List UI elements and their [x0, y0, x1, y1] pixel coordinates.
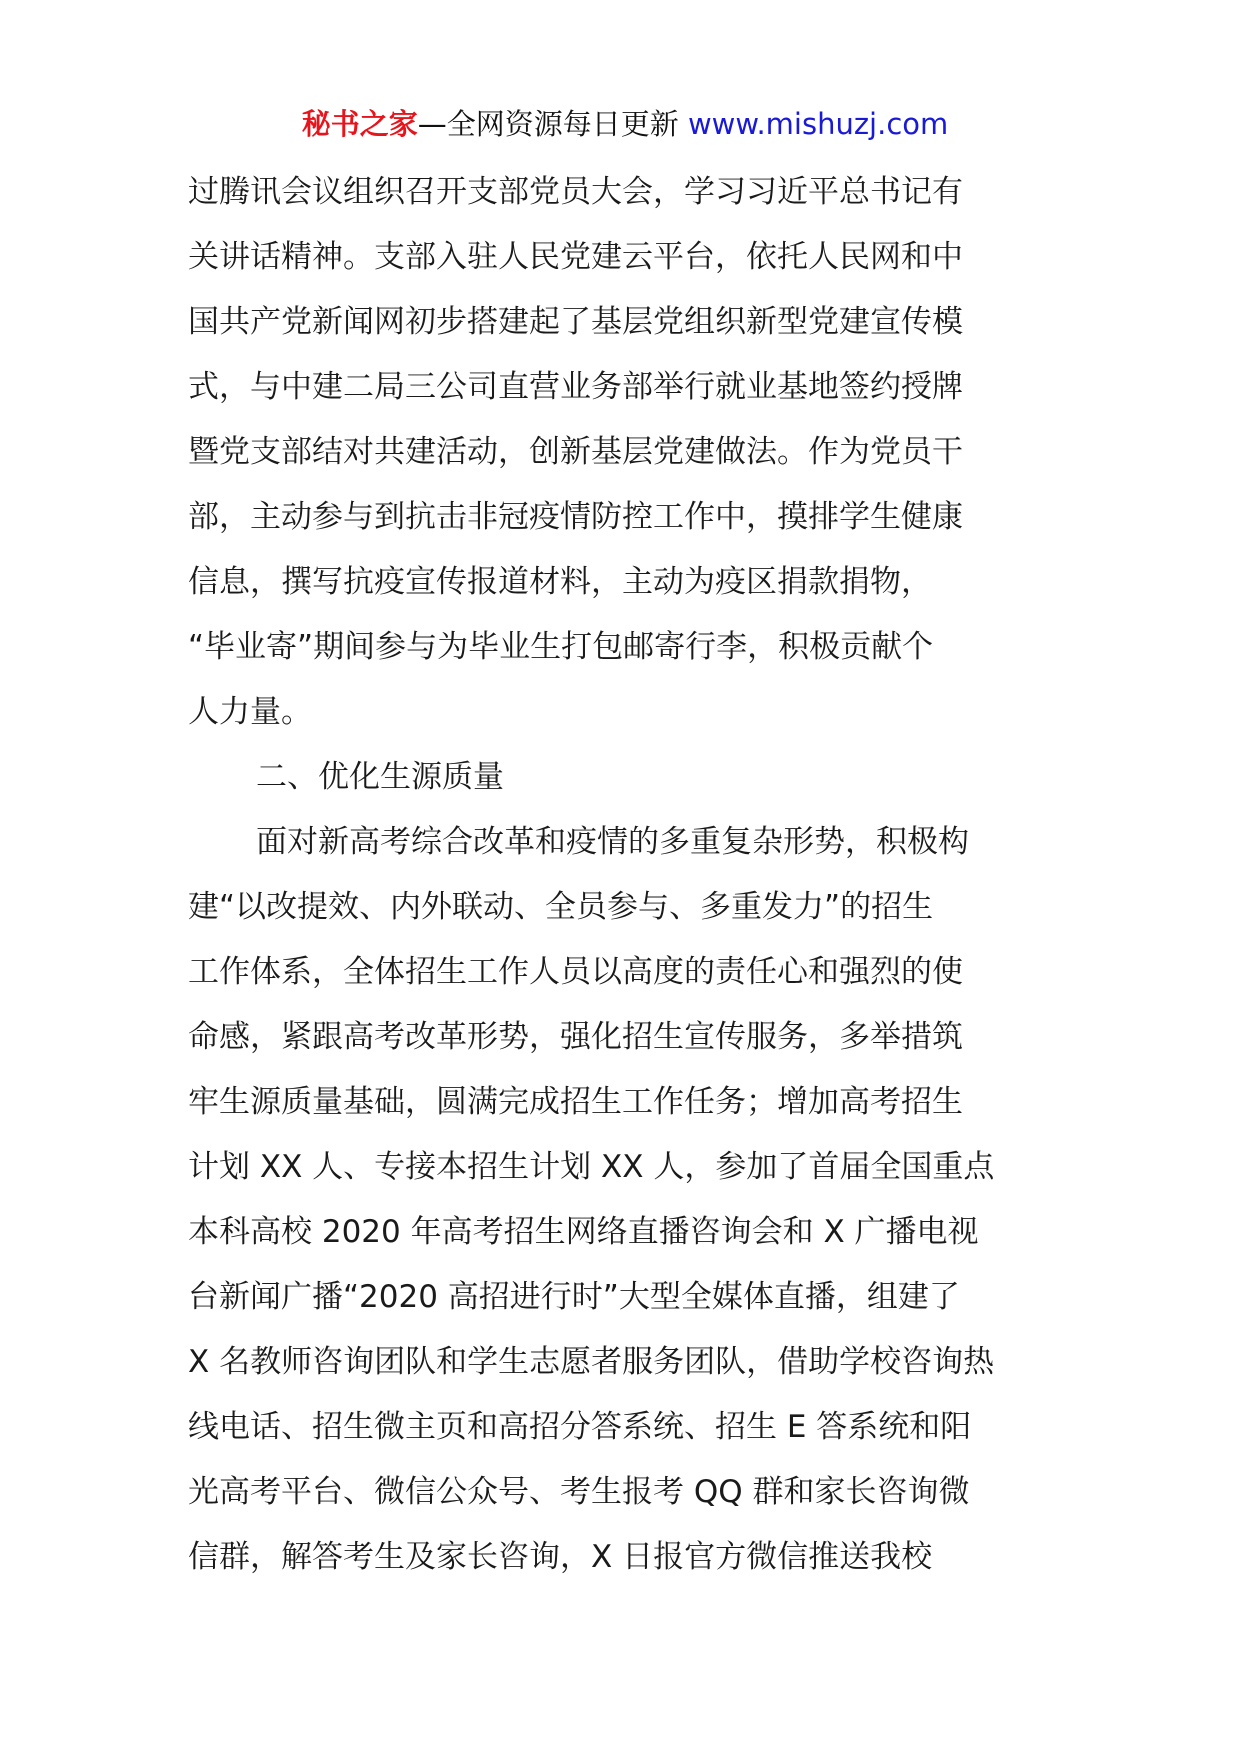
body-line: 面对新高考综合改革和疫情的多重复杂形势，积极构 — [256, 824, 969, 860]
body-line: 台新闻广播“2020 高招进行时”大型全媒体直播，组建了 — [188, 1279, 960, 1315]
header-brand: 秘书之家 — [301, 107, 418, 141]
body-line: 本科高校 2020 年高考招生网络直播咨询会和 X 广播电视 — [188, 1214, 979, 1250]
header-url-link[interactable]: www.mishuzj.com — [687, 107, 949, 141]
body-line: 建“以改提效、内外联动、全员参与、多重发力”的招生 — [188, 889, 934, 925]
body-line: 光高考平台、微信公众号、考生报考 QQ 群和家长咨询微 — [188, 1474, 970, 1510]
body-line: 线电话、招生微主页和高招分答系统、招生 E 答系统和阳 — [188, 1409, 972, 1445]
body-line: 国共产党新闻网初步搭建起了基层党组织新型党建宣传模 — [188, 304, 963, 340]
body-line: 工作体系，全体招生工作人员以高度的责任心和强烈的使 — [188, 954, 963, 990]
header-tagline: —全网资源每日更新 — [417, 107, 679, 141]
body-line: 暨党支部结对共建活动，创新基层党建做法。作为党员干 — [188, 434, 963, 470]
document-body — [188, 160, 1058, 1590]
body-line: 牢生源质量基础，圆满完成招生工作任务；增加高考招生 — [188, 1084, 963, 1120]
body-line: 信群，解答考生及家长咨询，X 日报官方微信推送我校 — [188, 1539, 933, 1575]
section-heading: 二、优化生源质量 — [256, 759, 504, 795]
body-line: “毕业寄”期间参与为毕业生打包邮寄行李，积极贡献个 — [188, 629, 934, 665]
body-line: 信息，撰写抗疫宣传报道材料，主动为疫区捐款捐物， — [188, 564, 932, 600]
body-line: 关讲话精神。支部入驻人民党建云平台，依托人民网和中 — [188, 239, 963, 275]
body-line: X 名教师咨询团队和学生志愿者服务团队，借助学校咨询热 — [188, 1344, 995, 1380]
page-header — [0, 102, 1240, 146]
body-line: 人力量。 — [188, 694, 312, 730]
body-line: 计划 XX 人、专接本招生计划 XX 人，参加了首届全国重点 — [188, 1149, 995, 1185]
body-line: 部，主动参与到抗击非冠疫情防控工作中，摸排学生健康 — [188, 499, 963, 535]
body-line: 命感，紧跟高考改革形势，强化招生宣传服务，多举措筑 — [188, 1019, 963, 1055]
body-line: 式，与中建二局三公司直营业务部举行就业基地签约授牌 — [188, 369, 963, 405]
body-line: 过腾讯会议组织召开支部党员大会，学习习近平总书记有 — [188, 174, 963, 210]
